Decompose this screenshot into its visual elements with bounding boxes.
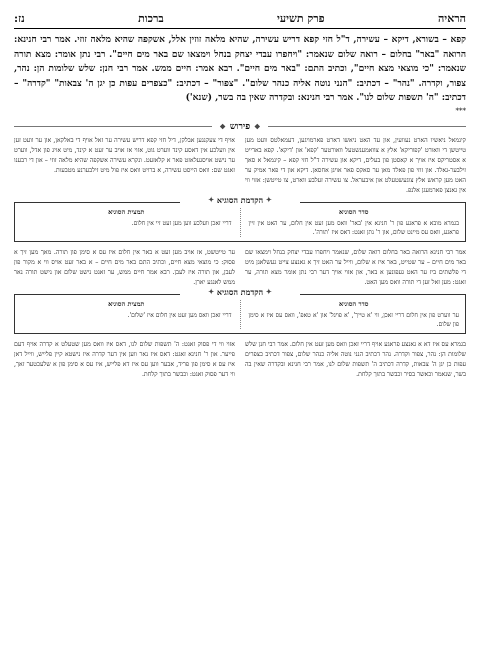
sugya-summary-heading: תמצית הסוגיא [108, 207, 145, 216]
commentary-columns [14, 136, 466, 196]
header-chapter: פרק תשיעי [277, 12, 325, 25]
sugya-summary [21, 300, 232, 329]
body1-left: ער טייטשט, אז אויב מען זעט א באר אין חלום איז עס א סימן פון תורה. מאך מען זיך א פסוק: כי מוצאי מצא חיים, וכתיב התם באר מים חיים – א באר זעט אויס ווי א מקור פון לעבן, און תורה איז לעבן. רבא אמר חיים ממש, ער זאגט נישט שלום און נישט תורה נאר ממש לאנגע יארן. [14, 248, 235, 286]
ornament-icon: ✦ [265, 195, 272, 204]
ornament-icon: ✦ [208, 287, 215, 296]
body-columns-2 [14, 340, 466, 380]
ornament-icon: ❖ [254, 121, 261, 131]
commentary-title: פירוש [229, 121, 251, 132]
intro-box-title: ✦ הקדמת הסוגיא ✦ [180, 287, 300, 297]
commentary-right: קינמאל ניאשיו הארט נעוועין, און עד האט ניאשו דארט פארמויגען, דעמאלטס וועט מען טייטשן די וואורט 'קפוריקא' אלץ א צוואמענשטעל וואורטער 'קפא' און 'דיקא'. קפא באדייט א אסטריקס איז אויך א קאסטן פון בעלים, דיקא און עשירה ד"ל חזי קפא – קינמאל א סאך זילבער-גאלד. און זוזי פון פאלד מאן ער סאקס פאר אויגן אחסאן. דיקא און די פאר אמיק ער האט מען קראש אלץ צוגעשטעלט און איבעראל. צו עשירה זעלבע ווארט, צו טייטשן: אזוי ווי אין גאנצן פארמעגן אלנפ. [245, 136, 466, 194]
box-divider [240, 208, 241, 237]
sugya-order-text: בגמרא מובא א פראגע פון ר' חנינא אין 'באר' וואס מען זעט אין חלום, ער האט אין זיין פראגע, וואס עס מיינט שלום, און ר' נתן זאגט: דאס איז 'תורה'. [248, 219, 459, 236]
page-number: נז: [14, 12, 25, 25]
sugya-order-text: ער ווערט פון אין חלום דריי זאכן, ווי 'א טייך', 'א פויגל' און 'א טאפ', וואס עס איז א סימן פון שלום. [248, 311, 459, 328]
page-header [14, 12, 466, 25]
intro-box-2 [14, 286, 466, 334]
sugya-order-heading: סדר הסוגיא [339, 299, 369, 308]
commentary-heading [14, 121, 466, 132]
body1-right: אמר רבי חנינא הרואה באר בחלום רואה שלום, שנאמר ויחפרו עבדי יצחק בנחל וימצאו שם באר מים חיים – ער שטייט, באר איז א שלום, ווייל ער האט זיך א גאנצע צייט געשלאגן מיט די פלשתים ביז ער האט געפונען א באר, און אזוי אויך דער רבי נתן אומר מצא תורה, ער זאגט: מען זאל זען די תורה וואס מען האט. [245, 248, 466, 286]
main-gemara-text: קפא – בשורא, דיקא – עשירה, ד"ל חזי קפא דריש עשירה, שהיא מלאה זוזין אלל, אשקפה שהיא מלאה זוזי. אמר רבי חנינא: הרואה "באר" בחלום – רואה שלום שנאמר: "ויחפרו עבדי יצחק בנחל וימצאו שם באר מים חיים". רבי נתן אומר: מצא תורה שנאמר: "כי מוצאי מצא חיים", וכתיב התם: "באר מים חיים". רבא אמר: חיים ממש. אמר רבי חנן: שלש שלומות הן: נהר, צפור, וקדרה. "נהר" – דכתיב: "הנני נוטה אליה כנהר שלום". "צפור" – דכתיב: "כצפרים עפות כן יגן ה' צבאות" "קדרה" – דכתיב: "ה' תשפות שלום לנו". אמר רבי חנינא: ובקדרה שאין בה בשר, (שנא') [14, 35, 466, 103]
end-mark: *** [455, 106, 466, 115]
header-tractate: ברכות [138, 12, 164, 25]
sugya-summary [21, 208, 232, 237]
ornament-icon: ❖ [219, 121, 226, 131]
body-columns-1 [14, 248, 466, 288]
sugya-summary-heading: תמצית הסוגיא [108, 299, 145, 308]
divider-line [14, 126, 212, 127]
body2-left: אזוי ווי די פסוק זאגט: ה' תשפות שלום לנו, דאס איז וואס מען שטעלט א קדרה אויף דעם פייער. און ר' חנינא זאגט: דאס איז נאר ווען אין דער קדרה איז נישטא קיין פלייש, ווייל דאן איז עס א סימן פון פריד, אבער ווען עס איז דא פלייש, איז עס א סימן פון א שלעכטער זאך, ווי דער פסוק זאגט: וכבשר בתוך קלחת. [14, 340, 235, 378]
sugya-order-heading: סדר הסוגיא [339, 207, 369, 216]
sugya-summary-text: דריי זאכן וואס מען זעט אין חלום איז 'שלום'. [127, 311, 232, 319]
box-divider [240, 300, 241, 329]
intro-box-title: ✦ הקדמת הסוגיא ✦ [180, 195, 300, 205]
sugya-summary-text: דריי זאכן וועלכע ווען מען זעט זיי אין חלום. [131, 219, 232, 227]
divider-line [268, 126, 466, 127]
intro-box-1 [14, 194, 466, 242]
sugya-order [249, 300, 460, 329]
commentary-left: אויף די צעקנגען אבלקן, דיל חזי קפא דריש עשירה ער זאל אויף די באלקאן, און ער וועט זען אין וועלכע אין דאסע קינד ווערט גוט, אזוי אז אויב ער זעט א קינד, מיט אויג פון אדל, ווערט ער נישט אויסגעלאזט פאר א קלאזעט. ונקרא עשירה אשקפה שהיא מלאה זוזי – און די רבענו זאגט שם: וואס הייסט עשירה, א ברויט וואס איז פול מיט זילבערנע מטבעות. [14, 136, 235, 174]
ornament-icon: ✦ [208, 195, 215, 204]
header-divider [14, 28, 466, 29]
sugya-order [249, 208, 460, 237]
body2-right: בגמרא עס איז דא א גאנצע פראגע אויף דריי זאכן וואס מען זעט אין חלום. אמר רבי חנן שלש שלומות הן: נהר, צפור וקדרה. נהר דכתיב הנני נוטה אליה כנהר שלום, צפור דכתיב כצפרים עפות כן יגן ה' צבאות, קדרה דכתיב ה' תשפות שלום לנו, אמר רבי חנינא ובקדרה שאין בה בשר, שנאמר וכאשר בסיר וכבשר בתוך קלחת. [245, 340, 466, 378]
header-right: הראיה [437, 12, 466, 25]
ornament-icon: ✦ [265, 287, 272, 296]
